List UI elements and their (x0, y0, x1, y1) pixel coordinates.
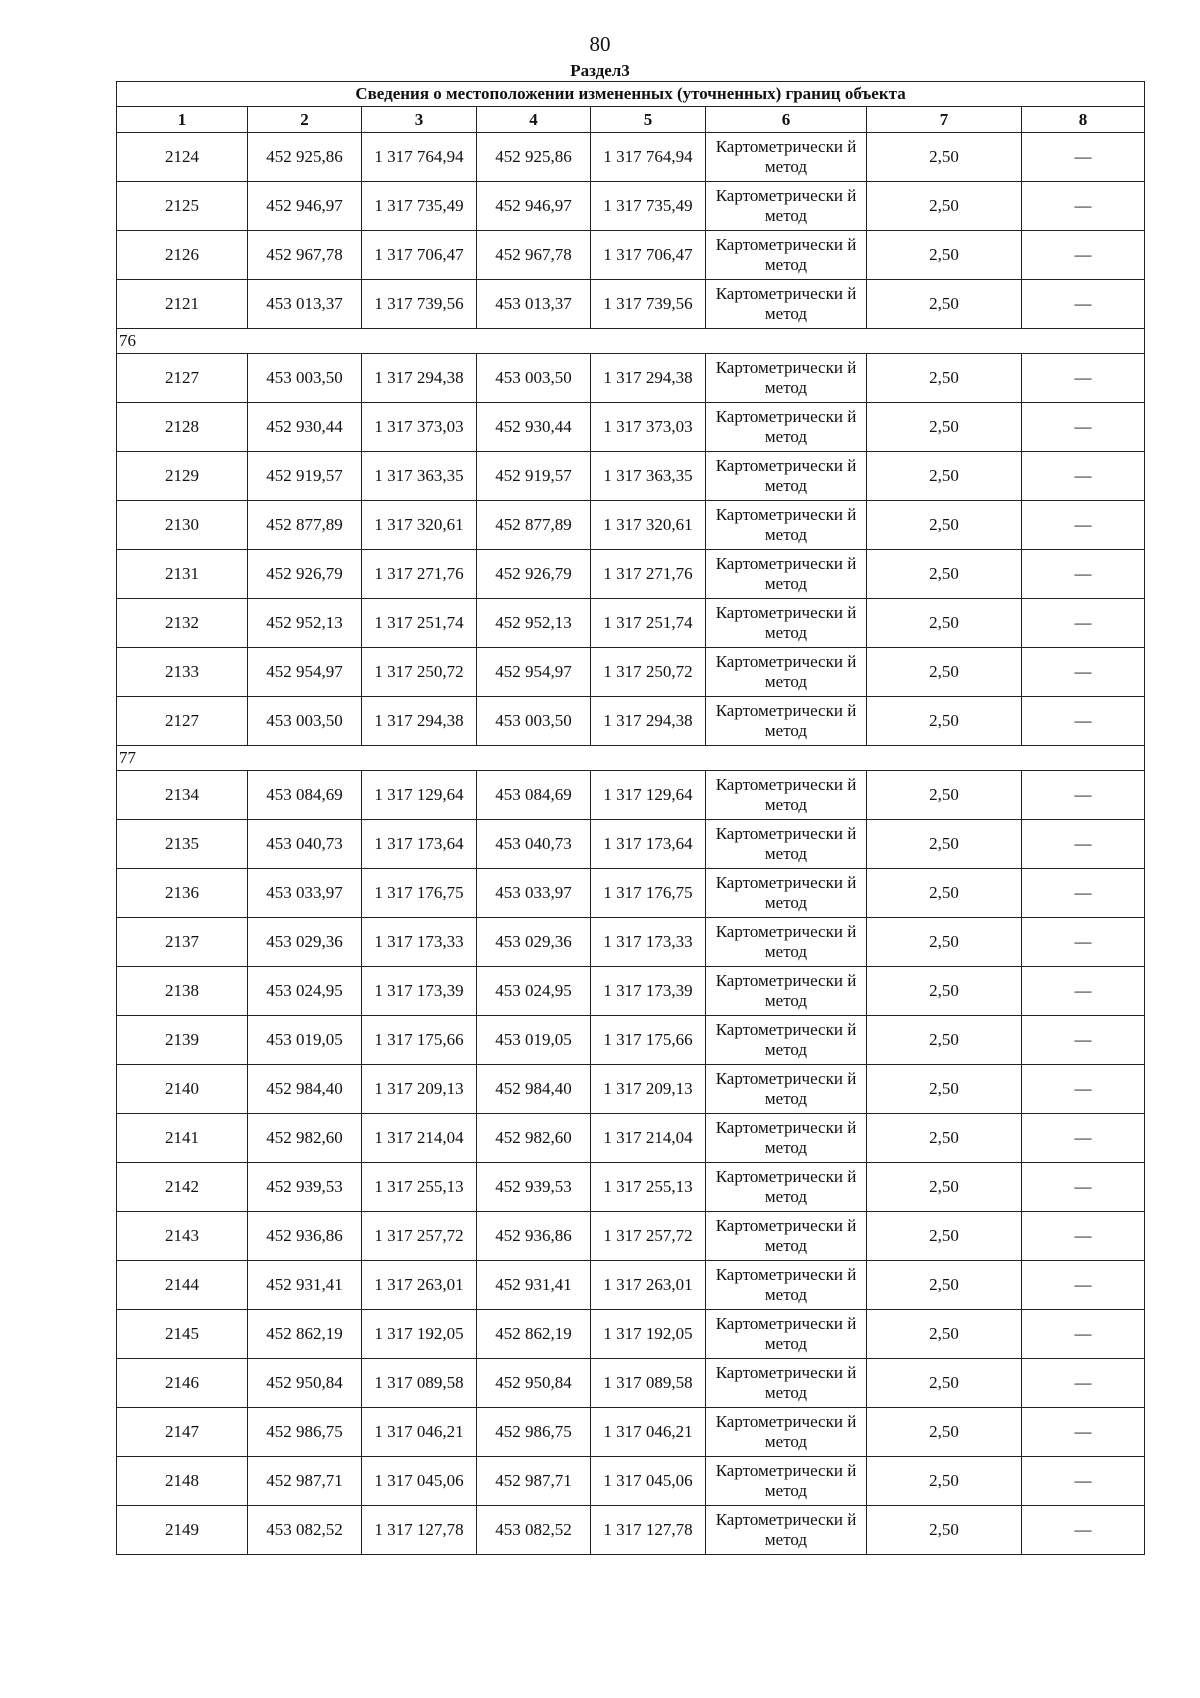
cell-description: — (1022, 820, 1145, 869)
cell-method: Картометрически й метод (706, 1016, 867, 1065)
cell-new-x: 453 003,50 (477, 697, 591, 746)
cell-method: Картометрически й метод (706, 452, 867, 501)
cell-new-y: 1 317 257,72 (591, 1212, 706, 1261)
cell-point-number: 2124 (117, 133, 248, 182)
cell-description: — (1022, 133, 1145, 182)
cell-point-number: 2133 (117, 648, 248, 697)
cell-new-y: 1 317 127,78 (591, 1506, 706, 1555)
contour-number: 76 (117, 329, 1145, 354)
column-header-3: 3 (362, 107, 477, 133)
cell-description: — (1022, 1310, 1145, 1359)
cell-new-x: 453 040,73 (477, 820, 591, 869)
table-row (117, 1016, 1145, 1065)
cell-point-number: 2121 (117, 280, 248, 329)
cell-method: Картометрически й метод (706, 648, 867, 697)
cell-point-number: 2132 (117, 599, 248, 648)
table-row (117, 550, 1145, 599)
cell-method: Картометрически й метод (706, 280, 867, 329)
table-row (117, 182, 1145, 231)
cell-old-x: 452 862,19 (248, 1310, 362, 1359)
cell-accuracy: 2,50 (867, 697, 1022, 746)
cell-description: — (1022, 452, 1145, 501)
column-header-4: 4 (477, 107, 591, 133)
cell-method: Картометрически й метод (706, 501, 867, 550)
cell-new-x: 452 950,84 (477, 1359, 591, 1408)
table-row (117, 967, 1145, 1016)
cell-method: Картометрически й метод (706, 869, 867, 918)
cell-new-y: 1 317 089,58 (591, 1359, 706, 1408)
cell-old-x: 452 954,97 (248, 648, 362, 697)
cell-new-y: 1 317 373,03 (591, 403, 706, 452)
cell-new-y: 1 317 173,64 (591, 820, 706, 869)
cell-old-x: 452 952,13 (248, 599, 362, 648)
cell-new-y: 1 317 764,94 (591, 133, 706, 182)
contour-number: 77 (117, 746, 1145, 771)
cell-old-y: 1 317 173,64 (362, 820, 477, 869)
cell-old-y: 1 317 192,05 (362, 1310, 477, 1359)
cell-old-x: 453 082,52 (248, 1506, 362, 1555)
cell-old-y: 1 317 764,94 (362, 133, 477, 182)
cell-old-y: 1 317 363,35 (362, 452, 477, 501)
cell-old-x: 452 986,75 (248, 1408, 362, 1457)
cell-accuracy: 2,50 (867, 452, 1022, 501)
cell-method: Картометрически й метод (706, 1163, 867, 1212)
cell-old-y: 1 317 175,66 (362, 1016, 477, 1065)
cell-old-y: 1 317 127,78 (362, 1506, 477, 1555)
cell-old-x: 452 936,86 (248, 1212, 362, 1261)
cell-point-number: 2128 (117, 403, 248, 452)
cell-new-y: 1 317 735,49 (591, 182, 706, 231)
cell-new-x: 452 986,75 (477, 1408, 591, 1457)
cell-description: — (1022, 599, 1145, 648)
cell-accuracy: 2,50 (867, 1163, 1022, 1212)
cell-description: — (1022, 1016, 1145, 1065)
cell-description: — (1022, 1212, 1145, 1261)
cell-point-number: 2143 (117, 1212, 248, 1261)
table-row (117, 1506, 1145, 1555)
cell-point-number: 2141 (117, 1114, 248, 1163)
cell-new-y: 1 317 045,06 (591, 1457, 706, 1506)
cell-description: — (1022, 648, 1145, 697)
cell-old-y: 1 317 089,58 (362, 1359, 477, 1408)
cell-method: Картометрически й метод (706, 182, 867, 231)
cell-description: — (1022, 771, 1145, 820)
cell-point-number: 2131 (117, 550, 248, 599)
cell-new-y: 1 317 209,13 (591, 1065, 706, 1114)
page-number: 80 (589, 32, 611, 56)
cell-method: Картометрически й метод (706, 1506, 867, 1555)
cell-new-y: 1 317 294,38 (591, 697, 706, 746)
cell-description: — (1022, 869, 1145, 918)
column-header-row (117, 107, 1145, 133)
column-header-1: 1 (117, 107, 248, 133)
cell-new-y: 1 317 192,05 (591, 1310, 706, 1359)
table-row (117, 501, 1145, 550)
cell-point-number: 2145 (117, 1310, 248, 1359)
cell-new-x: 452 862,19 (477, 1310, 591, 1359)
cell-old-y: 1 317 739,56 (362, 280, 477, 329)
cell-method: Картометрически й метод (706, 1065, 867, 1114)
cell-accuracy: 2,50 (867, 1457, 1022, 1506)
cell-new-y: 1 317 173,39 (591, 967, 706, 1016)
cell-point-number: 2144 (117, 1261, 248, 1310)
cell-new-x: 453 003,50 (477, 354, 591, 403)
cell-new-y: 1 317 706,47 (591, 231, 706, 280)
cell-old-y: 1 317 209,13 (362, 1065, 477, 1114)
contour-group-row (117, 746, 1145, 771)
table-row (117, 231, 1145, 280)
cell-accuracy: 2,50 (867, 354, 1022, 403)
cell-new-x: 452 939,53 (477, 1163, 591, 1212)
cell-old-x: 453 003,50 (248, 697, 362, 746)
cell-old-x: 452 919,57 (248, 452, 362, 501)
cell-accuracy: 2,50 (867, 1016, 1022, 1065)
cell-old-y: 1 317 214,04 (362, 1114, 477, 1163)
cell-old-x: 452 930,44 (248, 403, 362, 452)
cell-description: — (1022, 501, 1145, 550)
cell-accuracy: 2,50 (867, 182, 1022, 231)
cell-old-y: 1 317 735,49 (362, 182, 477, 231)
cell-new-y: 1 317 271,76 (591, 550, 706, 599)
cell-point-number: 2130 (117, 501, 248, 550)
cell-point-number: 2146 (117, 1359, 248, 1408)
cell-new-x: 453 084,69 (477, 771, 591, 820)
column-header-8: 8 (1022, 107, 1145, 133)
cell-method: Картометрически й метод (706, 697, 867, 746)
cell-new-x: 452 987,71 (477, 1457, 591, 1506)
cell-new-y: 1 317 175,66 (591, 1016, 706, 1065)
cell-point-number: 2140 (117, 1065, 248, 1114)
cell-method: Картометрически й метод (706, 133, 867, 182)
cell-description: — (1022, 182, 1145, 231)
cell-method: Картометрически й метод (706, 1114, 867, 1163)
cell-accuracy: 2,50 (867, 1212, 1022, 1261)
cell-accuracy: 2,50 (867, 133, 1022, 182)
table-row (117, 452, 1145, 501)
cell-old-y: 1 317 173,33 (362, 918, 477, 967)
cell-new-x: 452 946,97 (477, 182, 591, 231)
cell-method: Картометрически й метод (706, 1457, 867, 1506)
cell-new-y: 1 317 046,21 (591, 1408, 706, 1457)
cell-new-x: 453 029,36 (477, 918, 591, 967)
table-title: Сведения о местоположении измененных (уточненных) границ объекта (117, 82, 1145, 107)
boundary-coordinates-table (116, 81, 1145, 1555)
cell-point-number: 2127 (117, 354, 248, 403)
table-row (117, 820, 1145, 869)
cell-description: — (1022, 403, 1145, 452)
cell-accuracy: 2,50 (867, 1261, 1022, 1310)
cell-old-x: 453 040,73 (248, 820, 362, 869)
cell-accuracy: 2,50 (867, 1506, 1022, 1555)
cell-point-number: 2134 (117, 771, 248, 820)
cell-description: — (1022, 1065, 1145, 1114)
cell-new-x: 453 024,95 (477, 967, 591, 1016)
cell-point-number: 2142 (117, 1163, 248, 1212)
cell-method: Картометрически й метод (706, 967, 867, 1016)
cell-old-x: 452 926,79 (248, 550, 362, 599)
cell-old-y: 1 317 250,72 (362, 648, 477, 697)
table-row (117, 599, 1145, 648)
cell-accuracy: 2,50 (867, 648, 1022, 697)
cell-old-y: 1 317 706,47 (362, 231, 477, 280)
table-row (117, 648, 1145, 697)
cell-old-y: 1 317 176,75 (362, 869, 477, 918)
section-label: Раздел3 (570, 61, 630, 80)
cell-description: — (1022, 231, 1145, 280)
cell-point-number: 2147 (117, 1408, 248, 1457)
cell-description: — (1022, 1114, 1145, 1163)
cell-new-y: 1 317 129,64 (591, 771, 706, 820)
cell-accuracy: 2,50 (867, 820, 1022, 869)
table-row (117, 403, 1145, 452)
cell-description: — (1022, 697, 1145, 746)
cell-old-y: 1 317 251,74 (362, 599, 477, 648)
cell-new-y: 1 317 363,35 (591, 452, 706, 501)
cell-new-y: 1 317 320,61 (591, 501, 706, 550)
table-row (117, 1163, 1145, 1212)
table-row (117, 1065, 1145, 1114)
cell-old-x: 452 967,78 (248, 231, 362, 280)
column-header-7: 7 (867, 107, 1022, 133)
cell-accuracy: 2,50 (867, 1114, 1022, 1163)
cell-accuracy: 2,50 (867, 280, 1022, 329)
cell-method: Картометрически й метод (706, 1359, 867, 1408)
cell-description: — (1022, 1359, 1145, 1408)
cell-old-x: 453 024,95 (248, 967, 362, 1016)
cell-method: Картометрически й метод (706, 918, 867, 967)
cell-old-y: 1 317 271,76 (362, 550, 477, 599)
cell-old-y: 1 317 263,01 (362, 1261, 477, 1310)
cell-accuracy: 2,50 (867, 1408, 1022, 1457)
cell-old-x: 452 984,40 (248, 1065, 362, 1114)
cell-new-y: 1 317 250,72 (591, 648, 706, 697)
cell-description: — (1022, 1408, 1145, 1457)
cell-point-number: 2136 (117, 869, 248, 918)
cell-new-x: 453 013,37 (477, 280, 591, 329)
cell-method: Картометрически й метод (706, 403, 867, 452)
table-row (117, 1457, 1145, 1506)
table-row (117, 280, 1145, 329)
cell-point-number: 2138 (117, 967, 248, 1016)
cell-accuracy: 2,50 (867, 403, 1022, 452)
cell-accuracy: 2,50 (867, 1359, 1022, 1408)
cell-new-y: 1 317 294,38 (591, 354, 706, 403)
cell-accuracy: 2,50 (867, 967, 1022, 1016)
cell-accuracy: 2,50 (867, 1310, 1022, 1359)
cell-point-number: 2148 (117, 1457, 248, 1506)
cell-description: — (1022, 1261, 1145, 1310)
table-row (117, 1408, 1145, 1457)
cell-new-x: 452 877,89 (477, 501, 591, 550)
cell-description: — (1022, 1506, 1145, 1555)
column-header-2: 2 (248, 107, 362, 133)
table-row (117, 1359, 1145, 1408)
cell-accuracy: 2,50 (867, 501, 1022, 550)
cell-method: Картометрически й метод (706, 1212, 867, 1261)
cell-old-y: 1 317 320,61 (362, 501, 477, 550)
cell-new-x: 453 082,52 (477, 1506, 591, 1555)
cell-new-y: 1 317 173,33 (591, 918, 706, 967)
cell-new-y: 1 317 739,56 (591, 280, 706, 329)
table-row (117, 1261, 1145, 1310)
cell-point-number: 2125 (117, 182, 248, 231)
cell-old-x: 452 982,60 (248, 1114, 362, 1163)
cell-new-y: 1 317 214,04 (591, 1114, 706, 1163)
cell-new-y: 1 317 176,75 (591, 869, 706, 918)
cell-new-x: 453 019,05 (477, 1016, 591, 1065)
cell-point-number: 2126 (117, 231, 248, 280)
cell-new-x: 452 925,86 (477, 133, 591, 182)
cell-new-x: 452 952,13 (477, 599, 591, 648)
cell-new-x: 452 967,78 (477, 231, 591, 280)
cell-method: Картометрически й метод (706, 354, 867, 403)
table-row (117, 1212, 1145, 1261)
cell-method: Картометрически й метод (706, 1310, 867, 1359)
cell-old-y: 1 317 045,06 (362, 1457, 477, 1506)
cell-accuracy: 2,50 (867, 771, 1022, 820)
cell-new-x: 452 954,97 (477, 648, 591, 697)
cell-method: Картометрически й метод (706, 771, 867, 820)
cell-old-x: 452 877,89 (248, 501, 362, 550)
cell-accuracy: 2,50 (867, 1065, 1022, 1114)
cell-new-x: 452 926,79 (477, 550, 591, 599)
cell-point-number: 2149 (117, 1506, 248, 1555)
cell-description: — (1022, 550, 1145, 599)
cell-point-number: 2127 (117, 697, 248, 746)
cell-description: — (1022, 967, 1145, 1016)
cell-old-x: 453 019,05 (248, 1016, 362, 1065)
cell-old-x: 452 931,41 (248, 1261, 362, 1310)
cell-method: Картометрически й метод (706, 231, 867, 280)
cell-new-x: 452 919,57 (477, 452, 591, 501)
cell-old-x: 452 987,71 (248, 1457, 362, 1506)
cell-new-y: 1 317 255,13 (591, 1163, 706, 1212)
cell-old-x: 452 946,97 (248, 182, 362, 231)
cell-description: — (1022, 1163, 1145, 1212)
cell-new-x: 452 984,40 (477, 1065, 591, 1114)
cell-point-number: 2135 (117, 820, 248, 869)
cell-old-x: 452 939,53 (248, 1163, 362, 1212)
cell-new-x: 452 930,44 (477, 403, 591, 452)
cell-old-x: 453 033,97 (248, 869, 362, 918)
cell-old-y: 1 317 129,64 (362, 771, 477, 820)
cell-method: Картометрически й метод (706, 550, 867, 599)
cell-new-x: 452 936,86 (477, 1212, 591, 1261)
cell-new-y: 1 317 251,74 (591, 599, 706, 648)
cell-point-number: 2137 (117, 918, 248, 967)
cell-description: — (1022, 280, 1145, 329)
cell-new-y: 1 317 263,01 (591, 1261, 706, 1310)
cell-old-y: 1 317 294,38 (362, 354, 477, 403)
table-row (117, 1310, 1145, 1359)
cell-accuracy: 2,50 (867, 231, 1022, 280)
cell-accuracy: 2,50 (867, 599, 1022, 648)
column-header-6: 6 (706, 107, 867, 133)
table-row (117, 1114, 1145, 1163)
table-row (117, 354, 1145, 403)
cell-old-x: 453 013,37 (248, 280, 362, 329)
contour-group-row (117, 329, 1145, 354)
cell-new-x: 452 931,41 (477, 1261, 591, 1310)
cell-method: Картометрически й метод (706, 1408, 867, 1457)
table-row (117, 869, 1145, 918)
cell-old-y: 1 317 173,39 (362, 967, 477, 1016)
cell-description: — (1022, 1457, 1145, 1506)
cell-description: — (1022, 354, 1145, 403)
cell-new-x: 452 982,60 (477, 1114, 591, 1163)
cell-method: Картометрически й метод (706, 820, 867, 869)
cell-old-y: 1 317 255,13 (362, 1163, 477, 1212)
cell-old-x: 453 084,69 (248, 771, 362, 820)
table-row (117, 918, 1145, 967)
table-row (117, 771, 1145, 820)
cell-old-x: 452 925,86 (248, 133, 362, 182)
cell-accuracy: 2,50 (867, 918, 1022, 967)
cell-accuracy: 2,50 (867, 550, 1022, 599)
cell-accuracy: 2,50 (867, 869, 1022, 918)
cell-description: — (1022, 918, 1145, 967)
cell-old-y: 1 317 373,03 (362, 403, 477, 452)
cell-old-y: 1 317 294,38 (362, 697, 477, 746)
cell-old-y: 1 317 257,72 (362, 1212, 477, 1261)
table-body (117, 82, 1145, 1555)
cell-method: Картометрически й метод (706, 599, 867, 648)
cell-old-x: 453 029,36 (248, 918, 362, 967)
cell-method: Картометрически й метод (706, 1261, 867, 1310)
table-row (117, 133, 1145, 182)
column-header-5: 5 (591, 107, 706, 133)
cell-old-x: 453 003,50 (248, 354, 362, 403)
cell-old-x: 452 950,84 (248, 1359, 362, 1408)
table-row (117, 697, 1145, 746)
cell-old-y: 1 317 046,21 (362, 1408, 477, 1457)
cell-point-number: 2139 (117, 1016, 248, 1065)
cell-new-x: 453 033,97 (477, 869, 591, 918)
cell-point-number: 2129 (117, 452, 248, 501)
table-title-row (117, 82, 1145, 107)
